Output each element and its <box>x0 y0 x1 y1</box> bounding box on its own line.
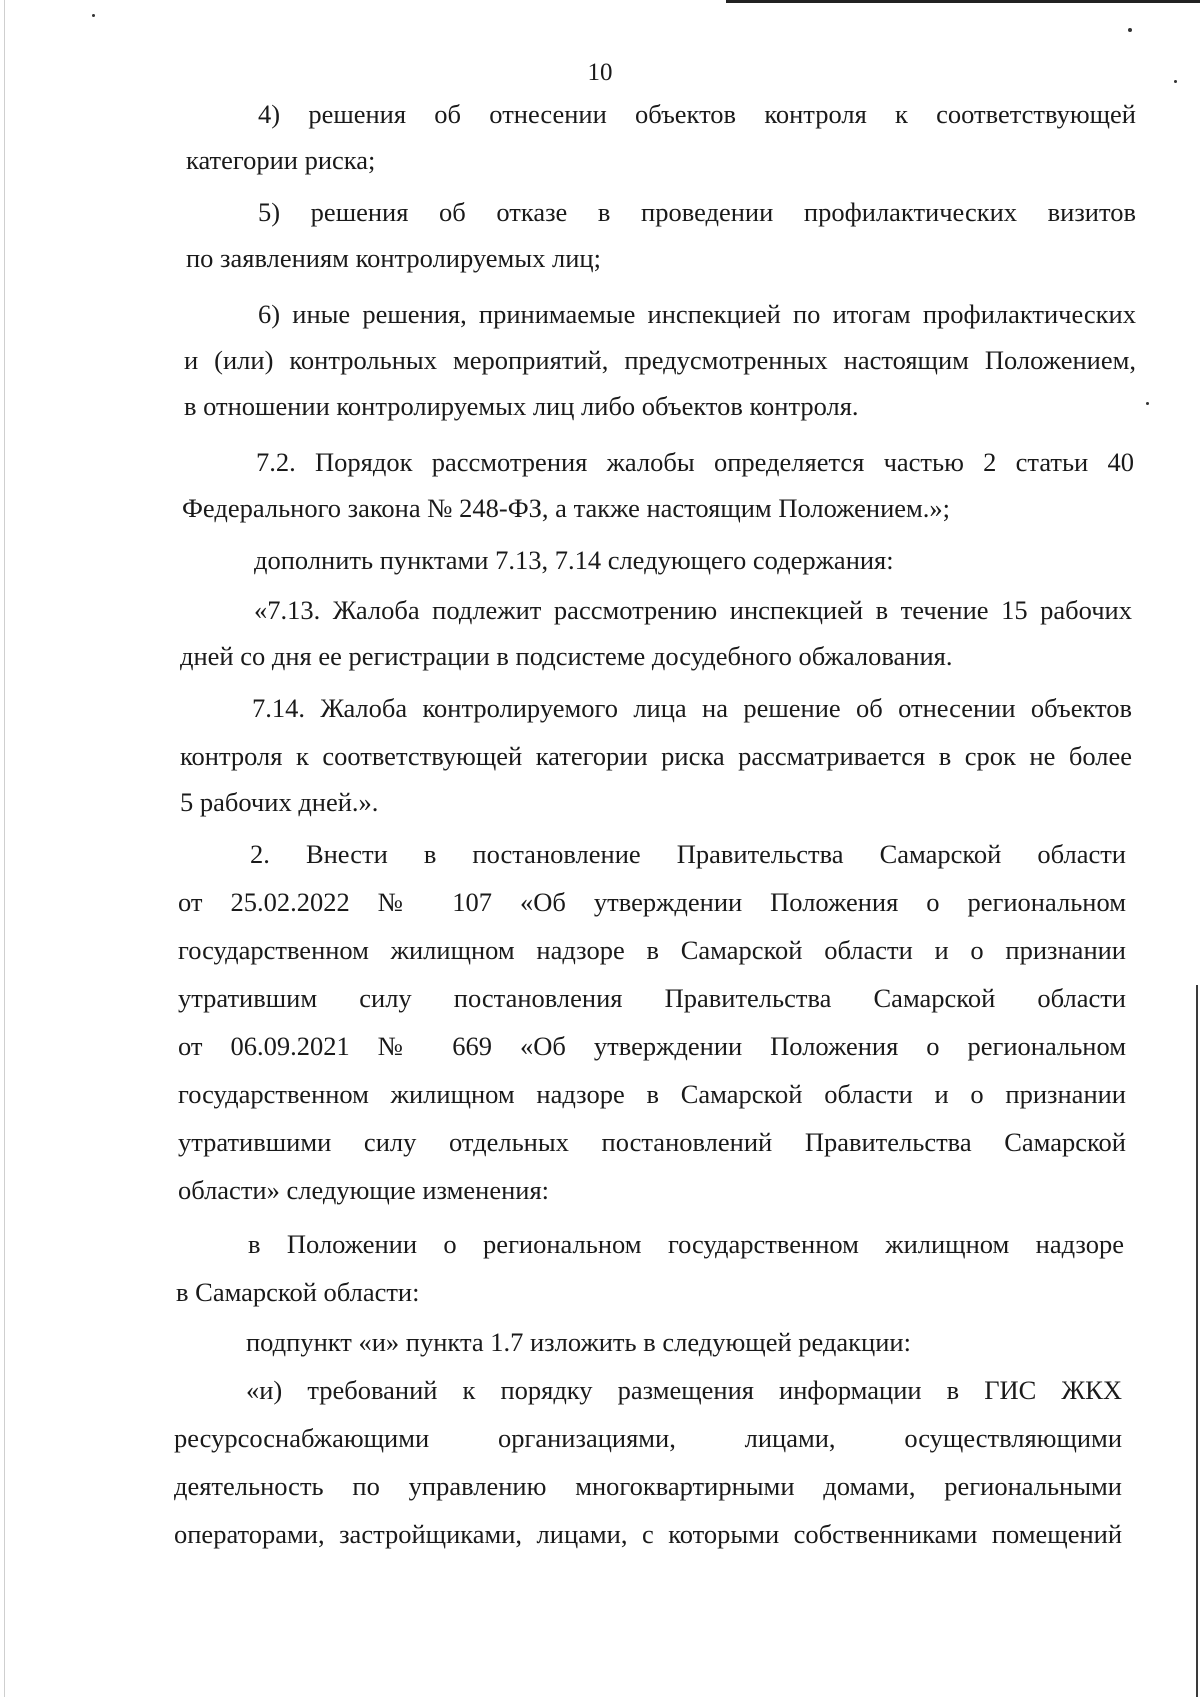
scan-top-border <box>726 0 1200 3</box>
paragraph <box>246 1326 1126 1362</box>
text-line: в отношении контролируемых лиц либо объектов контроля. <box>184 391 859 421</box>
text-line: утратившим силу постановления Правительства Самарской области <box>178 983 1126 1013</box>
scan-speck <box>1146 402 1149 405</box>
paragraph <box>254 544 1134 580</box>
text-line: 7.2. Порядок рассмотрения жалобы определяется частью 2 статьи 40 <box>256 447 1134 477</box>
text-line: 5 рабочих дней.». <box>180 787 379 817</box>
paragraph <box>182 446 1134 526</box>
scan-speck <box>92 14 95 17</box>
text-line: деятельность по управлению многоквартирными домами, региональными <box>174 1471 1122 1501</box>
text-line: государственном жилищном надзоре в Самарской области и о признании <box>178 935 1126 965</box>
paragraph <box>186 98 1136 178</box>
text-line: 4) решения об отнесении объектов контроля к соответствующей <box>258 99 1136 129</box>
page-number: 10 <box>587 59 613 86</box>
paragraph <box>178 838 1126 1208</box>
text-line: и (или) контрольных мероприятий, предусмотренных настоящим Положением, <box>184 345 1136 375</box>
text-line: категории риска; <box>186 145 376 175</box>
text-line: 6) иные решения, принимаемые инспекцией по итогам профилактических <box>258 299 1136 329</box>
paragraph <box>184 298 1136 428</box>
text-line: дополнить пунктами 7.13, 7.14 следующего содержания: <box>254 545 894 575</box>
paragraph <box>180 594 1132 674</box>
text-line: государственном жилищном надзоре в Самарской области и о признании <box>178 1079 1126 1109</box>
text-line: в Самарской области: <box>176 1277 420 1307</box>
text-line: дней со дня ее регистрации в подсистеме досудебного обжалования. <box>180 641 953 671</box>
scan-right-border <box>1196 985 1198 1697</box>
paragraph <box>180 692 1132 822</box>
text-line: операторами, застройщиками, лицами, с которыми собственниками помещений <box>174 1519 1122 1549</box>
paragraph <box>186 196 1136 276</box>
text-line: «7.13. Жалоба подлежит рассмотрению инспекцией в течение 15 рабочих <box>254 595 1132 625</box>
text-line: Федерального закона № 248-ФЗ, а также настоящим Положением.»; <box>182 493 951 523</box>
text-line: утратившими силу отдельных постановлений Правительства Самарской <box>178 1127 1126 1157</box>
scan-speck <box>1128 28 1132 32</box>
text-line: по заявлениям контролируемых лиц; <box>186 243 601 273</box>
text-line: области» следующие изменения: <box>178 1175 550 1205</box>
text-line: в Положении о региональном государственном жилищном надзоре <box>248 1229 1124 1259</box>
text-line: от 25.02.2022 № 107 «Об утверждении Положения о региональном <box>178 887 1126 917</box>
text-line: от 06.09.2021 № 669 «Об утверждении Положения о региональном <box>178 1031 1126 1061</box>
text-line: ресурсоснабжающими организациями, лицами, осуществляющими <box>174 1423 1122 1453</box>
text-line: подпункт «и» пункта 1.7 изложить в следующей редакции: <box>246 1327 911 1357</box>
text-line: контроля к соответствующей категории риска рассматривается в срок не более <box>180 741 1132 771</box>
text-line: 7.14. Жалоба контролируемого лица на решение об отнесении объектов <box>252 693 1132 723</box>
text-line: «и) требований к порядку размещения информации в ГИС ЖКХ <box>246 1375 1122 1405</box>
paragraph <box>174 1374 1122 1554</box>
scan-left-border <box>4 0 5 1697</box>
text-line: 2. Внести в постановление Правительства Самарской области <box>250 839 1126 869</box>
paragraph <box>176 1228 1124 1308</box>
text-line: 5) решения об отказе в проведении профилактических визитов <box>258 197 1136 227</box>
